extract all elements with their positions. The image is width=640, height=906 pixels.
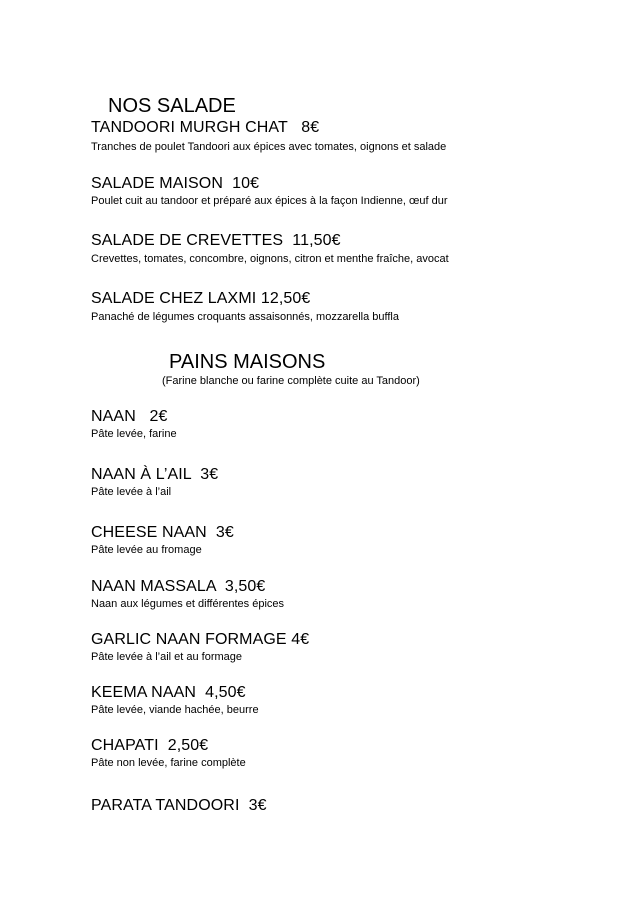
menu-item-title: NAAN 2€ bbox=[91, 408, 168, 425]
menu-item-title: CHAPATI 2,50€ bbox=[91, 737, 209, 754]
menu-item-desc: Poulet cuit au tandoor et préparé aux épices à la façon Indienne, œuf dur bbox=[91, 195, 448, 207]
menu-item-title: CHEESE NAAN 3€ bbox=[91, 524, 234, 541]
menu-item-title: GARLIC NAAN FORMAGE 4€ bbox=[91, 631, 310, 648]
menu-item-desc: Pâte levée, viande hachée, beurre bbox=[91, 704, 259, 716]
breads-subheading: (Farine blanche ou farine complète cuite au Tandoor) bbox=[162, 375, 420, 387]
menu-item-title: KEEMA NAAN 4,50€ bbox=[91, 684, 246, 701]
menu-item-desc: Pâte non levée, farine complète bbox=[91, 757, 246, 769]
menu-item-title: SALADE DE CREVETTES 11,50€ bbox=[91, 232, 341, 249]
menu-item-title: SALADE CHEZ LAXMI 12,50€ bbox=[91, 290, 311, 307]
menu-item-desc: Panaché de légumes croquants assaisonnés, mozzarella buffla bbox=[91, 311, 399, 323]
breads-heading: PAINS MAISONS bbox=[169, 351, 326, 373]
menu-item-title: PARATA TANDOORI 3€ bbox=[91, 797, 267, 814]
salads-heading: NOS SALADE bbox=[108, 95, 236, 117]
menu-item-desc: Tranches de poulet Tandoori aux épices avec tomates, oignons et salade bbox=[91, 141, 447, 153]
menu-item-desc: Naan aux légumes et différentes épices bbox=[91, 598, 285, 610]
menu-item-desc: Pâte levée à l’ail et au formage bbox=[91, 651, 243, 663]
menu-item-desc: Crevettes, tomates, concombre, oignons, citron et menthe fraîche, avocat bbox=[91, 253, 449, 265]
menu-item-desc: Pâte levée, farine bbox=[91, 428, 177, 440]
menu-item-desc: Pâte levée à l’ail bbox=[91, 486, 172, 498]
menu-item-title: NAAN À L’AIL 3€ bbox=[91, 466, 219, 483]
menu-item-desc: Pâte levée au fromage bbox=[91, 544, 202, 556]
menu-item-title: NAAN MASSALA 3,50€ bbox=[91, 578, 266, 595]
menu-item-title: SALADE MAISON 10€ bbox=[91, 175, 260, 192]
menu-item-title: TANDOORI MURGH CHAT 8€ bbox=[91, 119, 320, 136]
